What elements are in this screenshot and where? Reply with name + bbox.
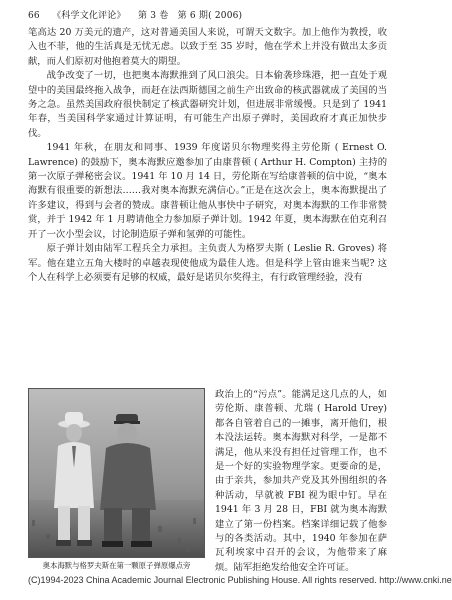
paragraph-1941-autumn: 1941 年秋，在朋友和同事、1939 年度诺贝尔物理奖得主劳伦斯 ( Ernest O. Lawrence) 的鼓励下，奥本海默应邀参加了由康普顿 ( Arthur H. Compton) 主持的第一次原子弹秘密会议。1941 年 10 月 14 日，劳伦斯在写给康普顿的信中说，“奥本海默有很重要的新想法……我对奥本海默充满信心。”正是在这次会上，奥本海默提出了许多建议，得到与会者的赞成。康普顿让他从事快中子研究，对奥本海默的工作非常赞赏，并于 1942 年 1 月聘请他全力参加原子弹计划。1942 年夏，奥本海默在伯克利召开了一次小型会议，讨论制造原子弹和氢弹的可能性。 [28, 142, 387, 240]
page-number: 66 [28, 11, 40, 21]
copyright-text: (C)1994-2023 China Academic Journal Electronic Publishing House. All rights reserved. [28, 575, 377, 585]
figure [28, 388, 205, 575]
paragraph-continued: 笔高达 20 万美元的遗产，这对普通美国人来说，可谓天文数字。加上他作为教授，收入也不菲，他的生活真是无忧无虑。以致于至 35 岁时，他在学术上并没有做出太多贡献，而人们原初对他抱着莫大的期望。 [28, 27, 387, 67]
oppenheimer-groves-photo [28, 388, 205, 558]
paragraph-project: 原子弹计划由陆军工程兵全力承担。主负责人为格罗夫斯 ( Leslie R. Groves) 将军。他在建立五角大楼时的卓越表现使他成为最佳人选。但是科学上管由谁来当呢? 这个人在科学上必须要有足够的权威，最好是诺贝尔奖得主，有行政管理经验，没有 [28, 243, 387, 283]
journal-title: 《科学文化评论》 [52, 11, 126, 21]
running-header [28, 8, 242, 21]
paragraph-side: 政治上的“污点”。能满足这几点的人，如劳伦斯、康普顿、尤瑞 ( Harold Urey) 都各自管着自己的一摊事，离开他们，根本没法运转。奥本海默对科学，一是都不满足，他从来没有担任过管理工作，也不是一个好的实验物理学家。更要命的是，由于亲共，参加共产党及其外围组织的各种活动，早就被 FBI 视为眼中钉。早在 1941 年 3 月 28 日，FBI 就为奥本海默建立了第一份档案。档案详细记载了他参与的各类活动。其中，1940 年参加在萨瓦利埃家中召开的会议，为他带来了麻烦。陆军拒绝发给他安全许可证。 [215, 389, 387, 573]
paragraph-war: 战争改变了一切，也把奥本海默推到了风口浪尖。日本偷袭珍珠港，把一直处于观望中的美国最终拖入战争，而赶在法西斯德国之前生产出致命的核武器就成了美国的当务之急。虽然美国政府很快制定了核武器研究计划，但进展非常缓慢。只是到了 1941 年春，当美国科学家通过计算证明，有可能生产出原子弹时，美国政府才真正加快步伐。 [28, 70, 387, 139]
side-column [215, 388, 387, 575]
volume-issue: 第 3 卷 第 6 期( 2006) [137, 11, 243, 21]
footer-url[interactable]: http://www.cnki.ne [379, 575, 452, 585]
figure-caption: 奥本海默与格罗夫斯在第一颗原子弹原爆点旁 [42, 561, 191, 570]
article-body [28, 26, 387, 285]
figure-and-text [28, 388, 387, 575]
copyright-footer [28, 575, 452, 585]
